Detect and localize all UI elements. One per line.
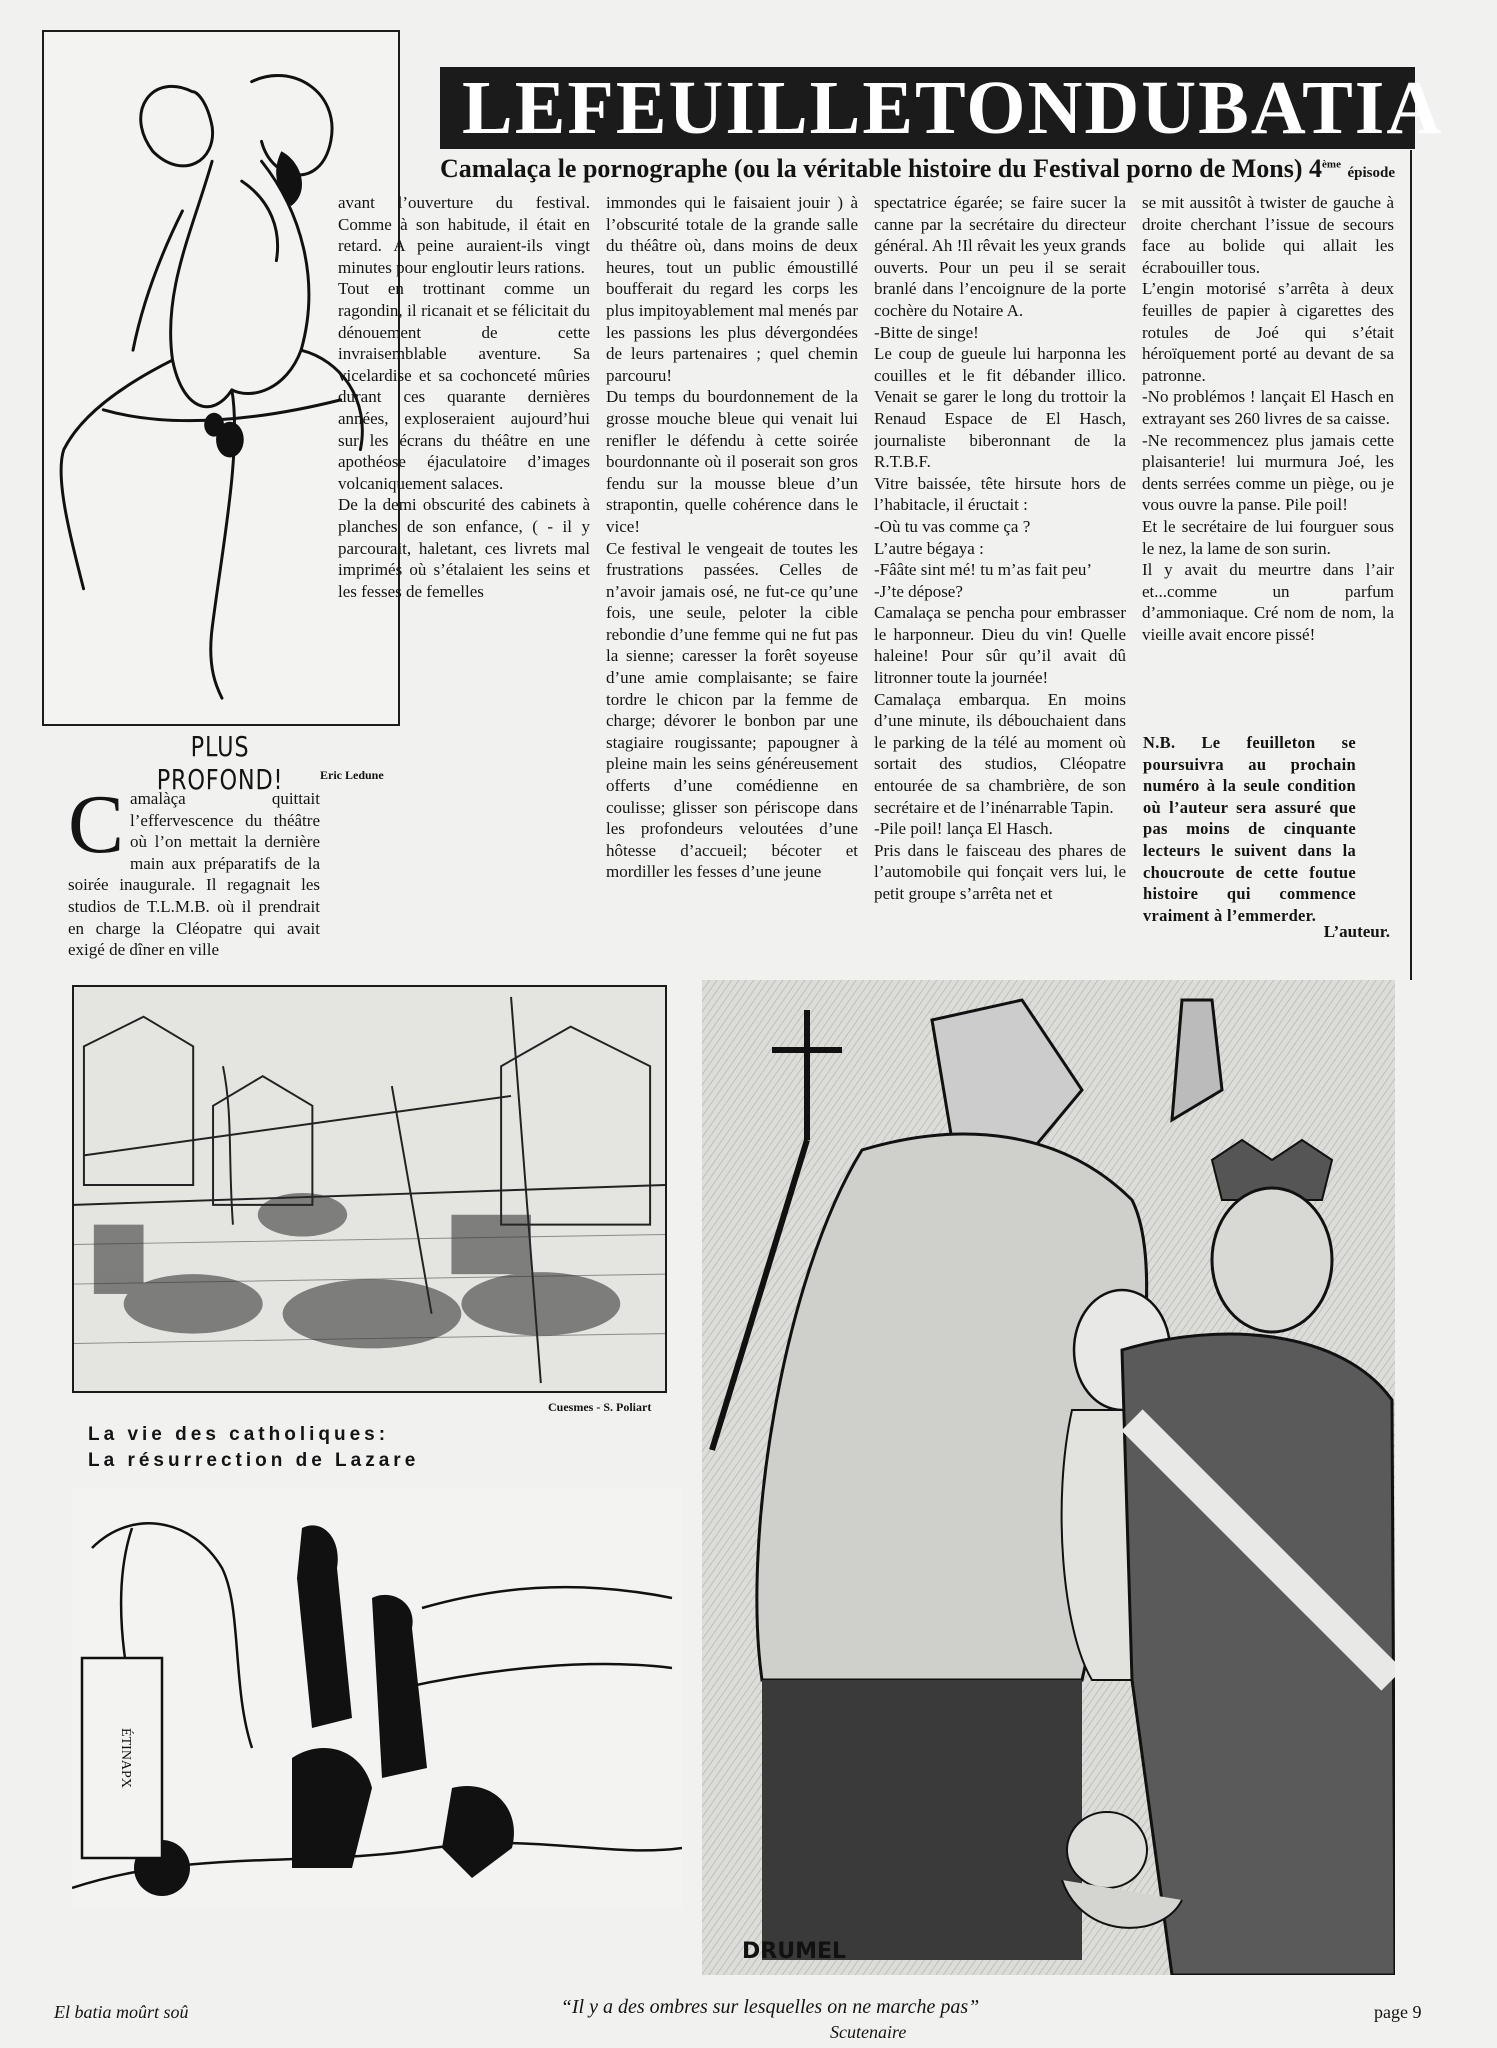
article-column-2: avant l’ouverture du festival. Comme à son habitude, il était en retard. A peine auraient-ils vingt minutes pour engloutir leurs rations. Tout en trottinant comme un ragondin, il ricanait et se félicitait du dénouement de cette invraisemblable aventure. Sa vicelardise et sa cochonceté mûries durant ces quarante dernières années, exploseraient aujourd’hui sur les écrans du théâtre en une apothéose éjaculatoire d’images volcaniquement salaces. De la demi obscurité des cabinets à planches de son enfance, ( - il y parcourait, haletant, ces livrets mal imprimés où s’étalaient les seins et les fesses de femelles	[338, 193, 590, 601]
illustration-credit: Eric Ledune	[320, 768, 384, 782]
drop-cap: C	[68, 788, 125, 871]
village-scene-illustration	[72, 985, 667, 1393]
masthead-word: LE	[462, 65, 568, 150]
nb-note: N.B. Le feuilleton se poursuivra au prochain numéro à la seule condition où l’auteur sera assuré que pas moins de cinquante lecteurs le suivent dans la choucroute de cette foutue histoire qui commence vraiment à l’emmerder.	[1143, 733, 1356, 925]
artist-signature: DRUMEL	[742, 1939, 847, 1964]
illustration-caption: PLUS PROFOND!	[156, 730, 284, 796]
article-column-3: immondes qui le faisaient jouir ) à l’obscurité totale de la grande salle du théâtre où, dans moins de deux heures, tout un public émoustillé boufferait du regard les corps les plus impitoyablement mal menés par les passions les plus dévergondées de leurs partenaires ; quel chemin parcouru! Du temps du bourdonnement de la grosse mouche bleue qui venait lui renifler le défendu à cette soirée bourdonnante où il poserait son gros fendu sur la mousse bleue d’un strapontin, quelle cohérence dans le vice! Ce festival le vengeait de toutes les frustrations passées. Celles de n’avoir jamais osé, ne fut-ce qu’une fois, une seule, peloter la cible rebondie d’une femme qui ne fut pas la sienne; caresser la forêt soyeuse d’une amie complaisante; se faire tordre le chicon par la femme de charge; dévorer le bonbon par une stagiaire rougissante; papougner à pleine main les seins généreusement offerts d’une comédienne en coulisse; glisser son périscope dans les profondeurs veloutées d’une hôtesse d’accueil; bécoter et mordiller les fesses d’une jeune	[606, 193, 858, 882]
masthead-banner	[440, 65, 1444, 150]
masthead-word: FEUILLETON	[567, 65, 1085, 150]
lazarus-illustration	[72, 1488, 682, 1908]
episode-suffix: ème	[1322, 158, 1341, 171]
episode-number: 4	[1309, 154, 1323, 183]
episode-word: épisode	[1347, 165, 1395, 181]
subtitle-text: Camalaça le pornographe (ou la véritable histoire du Festival porno de Mons)	[440, 154, 1303, 183]
quote-author: Scutenaire	[830, 2022, 907, 2042]
article-column-4: spectatrice égarée; se faire sucer la canne par la secrétaire du directeur général. Ah !Il rêvait les yeux grands ouverts. Pour un peu il se serait branlé dans l’encoignure de la porte cochère du Notaire A. -Bitte de singe! Le coup de gueule lui harponna les couilles et le fit débander illico. Venait se garer le long du trottoir la Renaud Espace de El Hasch, journaliste biberonnant de la R.T.B.F. Vitre baissée, tête hirsute hors de l’habitacle, il éructait : -Où tu vas comme ça ? L’autre bégaya : -Fââte sint mé! tu m’as fait peu’ -J’te dépose? Camalaça se pencha pour embrasser le harponneur. Dieu du vin! Quelle haleine! Pour sûr qu’il avait dû litronner toute la journée! Camalaça embarqua. En moins d’une minute, ils débouchaient dans le parking de la télé au moment où sortait des studios, Cléopatre entourée de sa chambrière, de son secrétaire et de l’inénarrable Tapin. -Pile poil! lança El Hasch. Pris dans le faisceau des phares de l’automobile qui fonçait vers lui, le petit groupe s’arrêta net et	[874, 193, 1126, 903]
column-rule	[1410, 150, 1412, 980]
footer-quote: “Il y a des ombres sur lesquelles on ne marche pas”	[560, 1996, 980, 2018]
tomb-inscription: ÉTINAPX	[118, 1728, 133, 1788]
masthead-word: DU	[1084, 65, 1199, 150]
village-credit: Cuesmes - S. Poliart	[548, 1400, 652, 1414]
article-column-1	[68, 788, 320, 966]
cartoon-title-line-1: La vie des catholiques:	[88, 1424, 390, 1445]
newspaper-name: El batia moûrt soû	[54, 2002, 189, 2022]
bishop-king-cartoon	[702, 980, 1395, 1975]
article-intro-text: amalàça quittait l’effervescence du théâtre où l’on mettait la dernière main aux préparatifs de la soirée inaugurale. Il regagnait les studios de T.L.M.B. où il prendrait en charge la Cléopatre qui avait exigé de dîner en ville	[68, 789, 320, 960]
article-column-5: se mit aussitôt à twister de gauche à droite cherchant l’issue de secours face au bolide qui allait les écrabouiller tous. L’engin motorisé s’arrêta à deux feuilles de papier à cigarettes des rotules de Joé qui s’était héroïquement porté au devant de sa patronne. -No problémos ! lançait El Hasch en extrayant ses 260 livres de sa caisse. -Ne recommencez plus jamais cette plaisanterie! lui murmura Joé, les dents serrées comme un piège, ou je vous ouvre la panse. Pile poil! Et le secrétaire de lui fourguer sous le nez, la lame de son surin. Il y avait du meurtre dans l’air et...comme un parfum d’ammoniaque. Cré nom de nom, la vieille avait encore pissé!	[1142, 193, 1394, 644]
cartoon-title	[88, 1422, 518, 1478]
article-subtitle	[440, 154, 1420, 188]
masthead-word: BATIA	[1198, 65, 1444, 150]
cartoon-title-line-2: La résurrection de Lazare	[88, 1450, 420, 1471]
author-signoff: L’auteur.	[1323, 922, 1390, 941]
page-number: page 9	[1374, 2002, 1422, 2022]
